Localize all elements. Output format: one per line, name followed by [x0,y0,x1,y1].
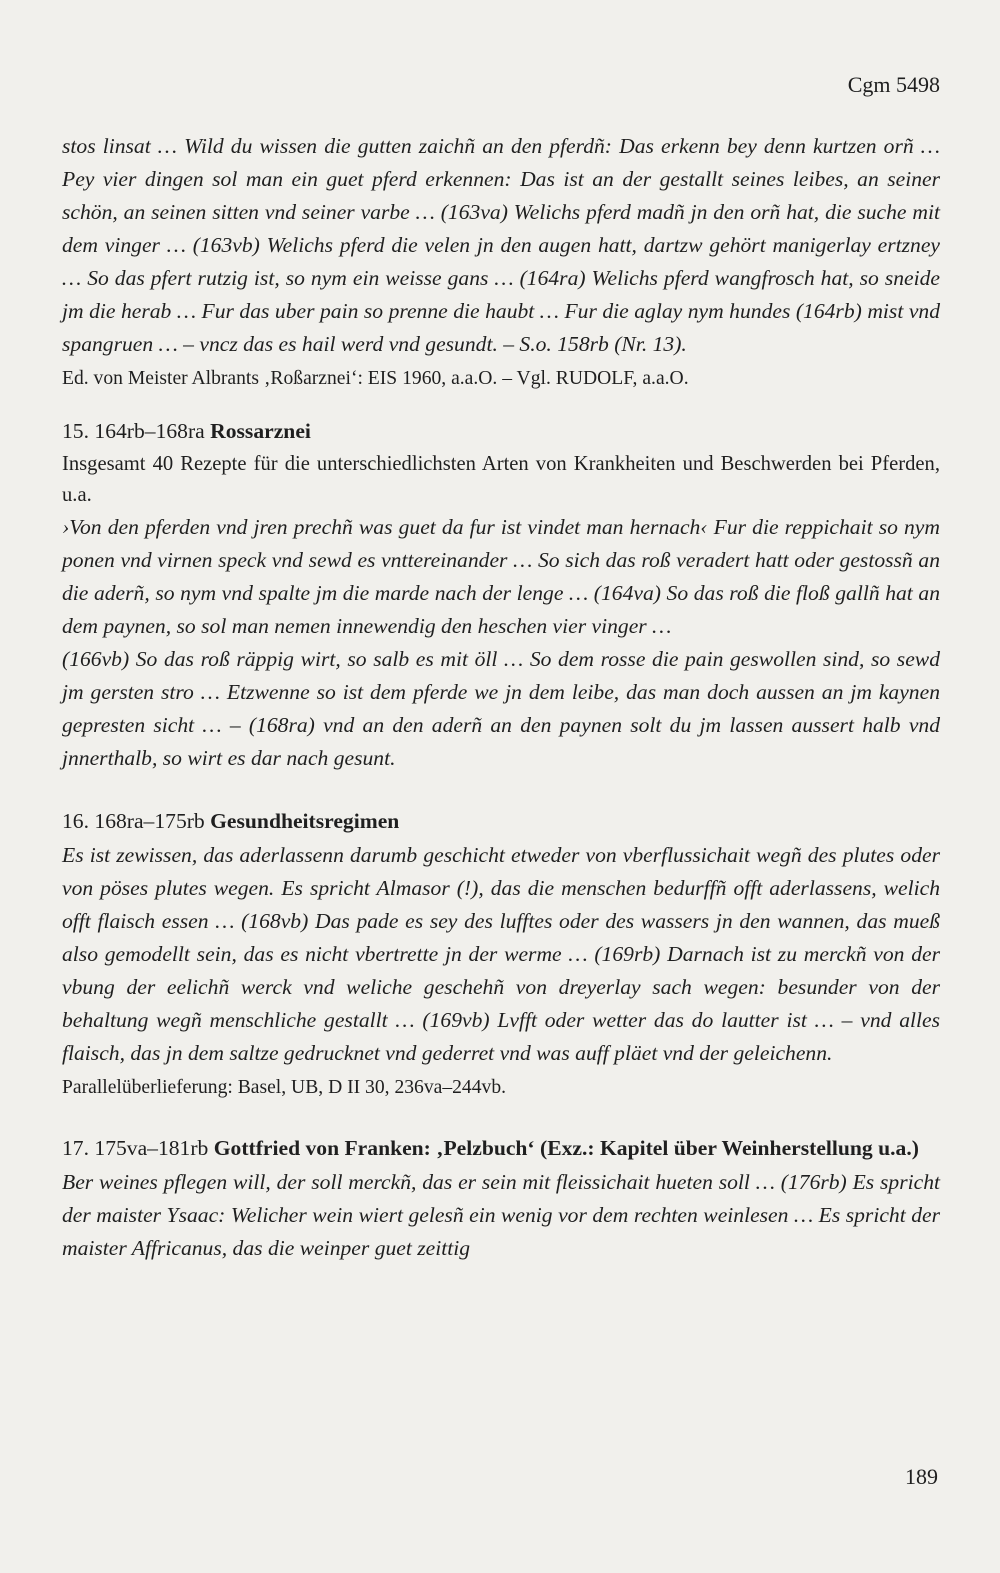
section-16-heading [62,805,940,837]
section-15-text-1: ›Von den pferden vnd jren prechñ was guet da fur ist vindet man hernach‹ Fur die reppichait so nym ponen vnd virnen speck vnd sewd es vnttereinander … So sich das roß veradert hatt oder gestossñ an die aderñ, so nym vnd spalte jm die marde nach der lenge … (164va) So das roß die floß gallñ hat an dem paynen, so sol man nemen innewendig den heschen vier vinger … [62,515,940,638]
section-17-text: Ber weines pflegen will, der soll merckñ, das er sein mit fleissichait hueten soll … (176rb) Es spricht der maister Ysaac: Welicher wein wiert gelesñ ein wenig vor dem rechten weinlesen … Es spricht der maister Affricanus, das die weinper guet zeittig [62,1170,940,1260]
running-head: Cgm 5498 [847,72,940,97]
section-17-title: Gottfried von Franken: ‚Pelzbuch‘ (Exz.: Kapitel über Weinherstellung u.a.) [213,1136,919,1160]
section-16-title: Gesundheitsregimen [210,809,400,833]
section-14-note: Ed. von Meister Albrants ‚Roßarznei‘: EIS 1960, a.a.O. – Vgl. RUDOLF, a.a.O. [62,368,689,389]
section-16-number: 16. 168ra–175rb [62,809,205,833]
section-17-heading [62,1132,940,1164]
section-15-text-2: (166vb) So das roß räppig wirt, so salb es mit öll … So dem rosse die pain geswollen sind, so sewd jm gersten stro … Etzwenne so ist dem pferde we jn dem leibe, das man doch aussen an jm kaynen gepresten sicht … – (168ra) vnd an den aderñ an den paynen solt du jm lassen aussert halb vnd jnnerthalb, so wirt es dar nach gesunt. [62,647,940,770]
page-body [62,72,940,1265]
section-15-heading [62,415,940,447]
section-14-text: stos linsat … Wild du wissen die gutten zaichñ an den pferdñ: Das erkenn bey denn kurtzen orñ … Pey vier dingen sol man ein guet pferd erkennen: Das ist an der gestallt seines leibes, an seiner schön, an seinen sitten vnd seiner varbe … (163va) Welichs pferd madñ jn den orñ hat, die suche mit dem vinger … (163vb) Welichs pferd die velen jn den augen hatt, dartzw gehört manigerlay ertzney … So das pfert rutzig ist, so nym ein weisse gans … (164ra) Welichs pferd wangfrosch hat, so sneide jm die herab … Fur das uber pain so prenne die haubt … Fur die aglay nym hundes (164rb) mist vnd spangruen … – vncz das es hail werd vnd gesundt. – S.o. 158rb (Nr. 13). [62,134,940,356]
page-number: 189 [905,1464,938,1489]
section-15-intro: Insgesamt 40 Rezepte für die unterschiedlichsten Arten von Krankheiten und Beschwerden bei Pferden, u.a. [62,453,940,506]
section-16-text: Es ist zewissen, das aderlassenn darumb geschicht etweder von vberflussichait wegñ des plutes oder von pöses plutes wegen. Es spricht Almasor (!), das die menschen bedurffñ offt aderlassens, welich offt flaisch essen … (168vb) Das pade es sey des lufftes oder des wassers jn den wannen, das mueß also gemodellt sein, das es nicht vbertrette jn der werme … (169rb) Darnach ist zu merckñ von der vbung der eelichñ werck vnd weliche geschehñ von dreyerlay sach wegen: besunder von der behaltung wegñ menschliche gestallt … (169vb) Lvfft oder wetter das do lautter ist … – vnd alles flaisch, das jn dem saltze gedrucknet vnd gederret vnd was auff pläet vnd der geleichenn. [62,843,940,1065]
section-15-number: 15. 164rb–168ra [62,419,205,443]
section-15-title: Rossarznei [210,419,311,443]
section-17-number: 17. 175va–181rb [62,1136,209,1160]
section-16-note: Parallelüberlieferung: Basel, UB, D II 30, 236va–244vb. [62,1077,507,1098]
